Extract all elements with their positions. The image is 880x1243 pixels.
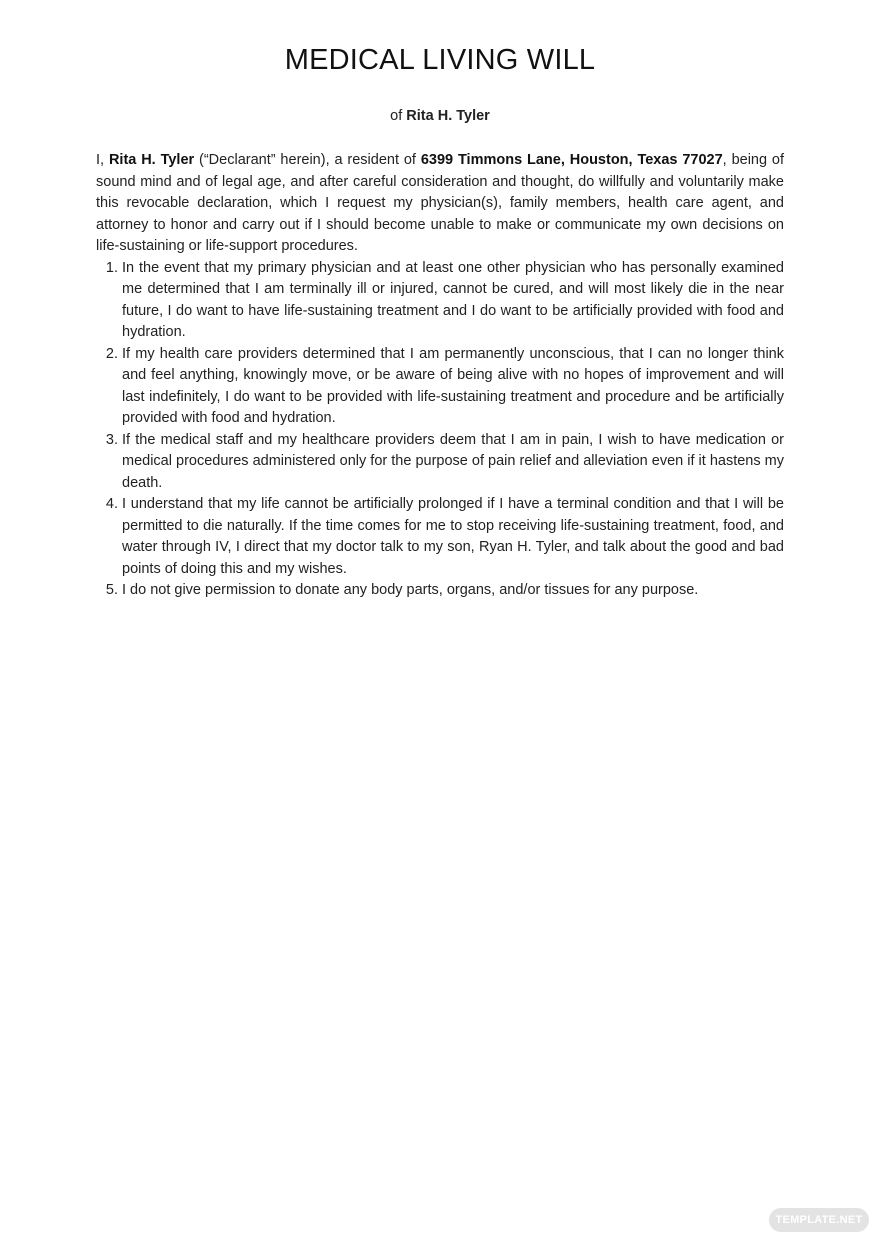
intro-address: 6399 Timmons Lane, Houston, Texas 77027: [420, 152, 723, 168]
provisions-list: [96, 258, 784, 602]
declarant-name: Rita H. Tyler: [406, 108, 490, 124]
intro-part-1: I,: [96, 152, 109, 168]
provision-item: 2. If my health care providers determined that I am permanently unconscious, that I can no longer think and feel anything, knowingly move, or be aware of being alive with no hopes of improvement and will last indefinitely, I do want to be provided with life-sustaining treatment and procedure and be artificially provided with food and hydration.: [122, 344, 784, 430]
provision-item: 1. In the event that my primary physician and at least one other physician who has personally examined me determined that I am terminally ill or injured, cannot be cured, and will most likely die in the near future, I do want to have life-sustaining treatment and I do want to be artificially provided with food and hydration.: [122, 258, 784, 344]
intro-part-3: , being of sound mind and of legal age, and after careful consideration and thought, do willfully and voluntarily make this revocable declaration, which I request my physician(s), family members, health care agent, and attorney to honor and carry out if I should become unable to make or communicate my own decisions on life-sustaining or life-support procedures.: [96, 152, 785, 254]
template-net-watermark[interactable]: TEMPLATE.NET: [769, 1208, 869, 1232]
intro-paragraph: [96, 150, 784, 258]
intro-part-2: (“Declarant” herein), a resident of: [194, 152, 421, 168]
provision-item: 5. I do not give permission to donate any body parts, organs, and/or tissues for any purpose.: [122, 580, 784, 602]
intro-declarant-name: Rita H. Tyler: [108, 152, 195, 168]
document-subtitle: [0, 108, 880, 124]
document-title: MEDICAL LIVING WILL: [284, 44, 596, 76]
provision-item: 4. I understand that my life cannot be artificially prolonged if I have a terminal condition and that I will be permitted to die naturally. If the time comes for me to stop receiving life-sustaining treatment, food, and water through IV, I direct that my doctor talk to my son, Ryan H. Tyler, and talk about the good and bad points of doing this and my wishes.: [122, 494, 784, 580]
subtitle-prefix: of: [390, 108, 407, 124]
provision-item: 3. If the medical staff and my healthcare providers deem that I am in pain, I wish to have medication or medical procedures administered only for the purpose of pain relief and alleviation even if it hastens my death.: [122, 430, 784, 495]
document-body: [96, 150, 784, 602]
